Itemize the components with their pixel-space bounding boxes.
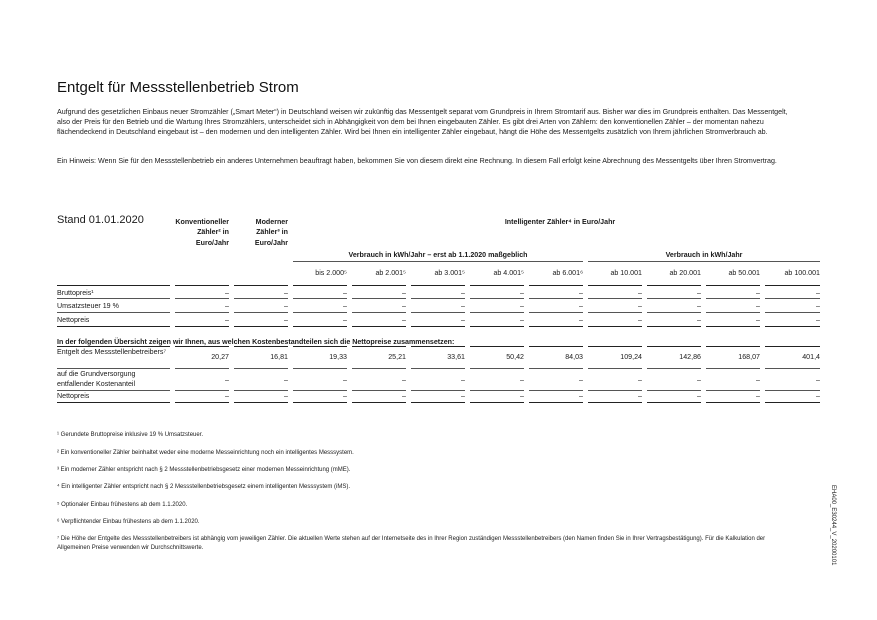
table-cell: –: [520, 289, 524, 297]
row-rule: [234, 368, 288, 369]
sub-column-header: ab 100.001: [784, 269, 820, 277]
row-rule: [175, 285, 229, 286]
table-cell: –: [461, 392, 465, 400]
table-cell: 20,27: [211, 353, 229, 361]
row-rule: [647, 312, 701, 313]
row-rule: [706, 346, 760, 347]
row-rule: [352, 298, 406, 299]
row-rule: [234, 390, 288, 391]
row-rule: [588, 285, 642, 286]
row-rule: [411, 402, 465, 403]
row-rule: [175, 326, 229, 327]
row-rule: [706, 312, 760, 313]
table-cell: –: [579, 316, 583, 324]
table-cell: –: [225, 392, 229, 400]
table-cell: –: [638, 376, 642, 384]
table-cell: 142,86: [679, 353, 701, 361]
row-rule: [470, 298, 524, 299]
row-rule: [234, 402, 288, 403]
row-rule: [175, 298, 229, 299]
row-rule: [765, 312, 820, 313]
col-header-modern: Moderner Zähler³ in Euro/Jahr: [254, 218, 288, 247]
row-label: Umsatzsteuer 19 %: [57, 302, 119, 310]
sub-column-header: ab 2.001⁵: [375, 269, 406, 277]
table-cell: –: [579, 376, 583, 384]
row-label: auf die Grundversorgung entfallender Kostenanteil: [57, 370, 136, 388]
table-cell: –: [284, 376, 288, 384]
group-rule-2: [588, 261, 820, 262]
row-rule: [411, 368, 465, 369]
table-cell: 401,4: [802, 353, 820, 361]
row-rule: [765, 368, 820, 369]
table-cell: –: [579, 289, 583, 297]
row-rule: [588, 402, 642, 403]
row-rule: [234, 312, 288, 313]
table-cell: –: [343, 302, 347, 310]
table-cell: 33,61: [447, 353, 465, 361]
table-cell: 16,81: [270, 353, 288, 361]
row-rule: [588, 312, 642, 313]
sub-column-header: bis 2.000⁵: [315, 269, 347, 277]
row-rule: [293, 368, 347, 369]
table-cell: –: [697, 302, 701, 310]
row-rule: [765, 402, 820, 403]
row-rule: [647, 285, 701, 286]
group-rule-1: [293, 261, 583, 262]
row-rule: [529, 298, 583, 299]
table-cell: –: [756, 376, 760, 384]
table-cell: –: [697, 289, 701, 297]
table-cell: –: [756, 392, 760, 400]
table-cell: –: [284, 302, 288, 310]
row-rule: [234, 326, 288, 327]
row-rule: [352, 312, 406, 313]
row-rule: [57, 298, 170, 299]
hint-paragraph: Ein Hinweis: Wenn Sie für den Messstellenbetrieb ein anderes Unternehmen beauftragt haben, bekommen Sie von diesem direkt eine Rechnung. In diesem Fall erfolgt keine Abrechnung des Messentgelts über Ihren Stromvertrag.: [57, 157, 777, 165]
footnote: ¹ Gerundete Bruttopreise inklusive 19 % Umsatzsteuer.: [57, 432, 204, 438]
stand-date: Stand 01.01.2020: [57, 214, 144, 226]
table-cell: –: [343, 392, 347, 400]
row-label: Bruttopreis¹: [57, 289, 94, 297]
table-cell: –: [638, 289, 642, 297]
row-rule: [470, 368, 524, 369]
row-rule: [588, 390, 642, 391]
row-rule: [57, 368, 170, 369]
table-cell: –: [638, 302, 642, 310]
row-rule: [765, 298, 820, 299]
row-rule: [352, 390, 406, 391]
row-rule: [57, 285, 170, 286]
row-rule: [706, 298, 760, 299]
row-rule: [706, 390, 760, 391]
row-rule: [647, 298, 701, 299]
table-cell: –: [697, 316, 701, 324]
row-rule: [411, 298, 465, 299]
table-cell: –: [402, 376, 406, 384]
row-rule: [293, 402, 347, 403]
row-rule: [57, 390, 170, 391]
table-cell: 19,33: [329, 353, 347, 361]
footnote: ⁷ Die Höhe der Entgelte des Messstellenbetreibers ist abhängig vom jeweiligen Zähler. Die aktuellen Werte stehen auf der Internetseite des in Ihrer Region zuständigen Messstellenbetreibers (den Namen finden Sie in Ihrer Vertragsbestätigung). Für die Kalkulation der Allgemeinen Preise verwenden wir Durchschnittswerte.: [57, 536, 766, 551]
table-cell: –: [284, 289, 288, 297]
col-header-konventionell: Konventioneller Zähler² in Euro/Jahr: [175, 218, 229, 247]
row-rule: [647, 390, 701, 391]
table-cell: –: [520, 316, 524, 324]
table-cell: –: [225, 302, 229, 310]
table-cell: –: [816, 376, 820, 384]
row-rule: [411, 390, 465, 391]
row-rule: [293, 390, 347, 391]
row-rule: [765, 326, 820, 327]
sub-column-header: ab 20.001: [669, 269, 701, 277]
document-code: EHA00_E30244_V_20200101: [830, 485, 836, 566]
table-cell: –: [756, 289, 760, 297]
row-rule: [411, 312, 465, 313]
table-cell: –: [816, 392, 820, 400]
sub-column-header: ab 6.001⁶: [552, 269, 583, 277]
row-rule: [706, 368, 760, 369]
group-header-verbrauch-2020: Verbrauch in kWh/Jahr – erst ab 1.1.2020 maßgeblich: [348, 251, 528, 259]
table-cell: –: [520, 392, 524, 400]
row-rule: [352, 402, 406, 403]
page-title: Entgelt für Messstellenbetrieb Strom: [57, 79, 299, 96]
sub-column-header: ab 4.001⁵: [493, 269, 524, 277]
row-rule: [765, 390, 820, 391]
table-cell: –: [520, 302, 524, 310]
table-cell: –: [461, 316, 465, 324]
table-cell: –: [343, 316, 347, 324]
row-rule: [293, 285, 347, 286]
row-rule: [529, 368, 583, 369]
row-rule: [706, 402, 760, 403]
table-cell: 25,21: [388, 353, 406, 361]
table-cell: –: [520, 376, 524, 384]
row-rule: [57, 312, 170, 313]
row-rule: [352, 285, 406, 286]
row-rule: [647, 368, 701, 369]
table-cell: –: [816, 289, 820, 297]
row-rule: [293, 312, 347, 313]
table-cell: 50,42: [506, 353, 524, 361]
table-cell: –: [225, 316, 229, 324]
sub-column-header: ab 3.001⁵: [434, 269, 465, 277]
row-rule: [765, 346, 820, 347]
table-cell: –: [816, 302, 820, 310]
row-rule: [411, 326, 465, 327]
row-rule: [175, 390, 229, 391]
row-label: Nettopreis: [57, 392, 90, 400]
row-rule: [529, 326, 583, 327]
row-rule: [647, 326, 701, 327]
table-cell: –: [225, 289, 229, 297]
row-rule: [293, 298, 347, 299]
group-header-verbrauch: Verbrauch in kWh/Jahr: [665, 251, 743, 259]
row-rule: [529, 402, 583, 403]
table-cell: –: [461, 376, 465, 384]
table-cell: 109,24: [620, 353, 642, 361]
table-cell: –: [225, 376, 229, 384]
footnote: ⁴ Ein intelligenter Zähler entspricht nach § 2 Messstellenbetriebsgesetz einem intelligenten Messsystem (iMS).: [57, 484, 351, 490]
table-cell: –: [284, 392, 288, 400]
table-cell: –: [579, 392, 583, 400]
row-rule: [470, 285, 524, 286]
row-rule: [588, 298, 642, 299]
footnote: ³ Ein moderner Zähler entspricht nach § 2 Messstellenbetriebsgesetz einer modernen Messeinrichtung (mME).: [57, 467, 351, 473]
sub-column-header: ab 10.001: [610, 269, 642, 277]
row-rule: [175, 368, 229, 369]
row-rule: [470, 402, 524, 403]
footnote: ² Ein konventioneller Zähler beinhaltet weder eine moderne Messeinrichtung noch ein intelligentes Messsystem.: [57, 450, 354, 456]
row-rule: [588, 326, 642, 327]
row-rule: [765, 285, 820, 286]
row-rule: [234, 298, 288, 299]
row-rule: [529, 285, 583, 286]
row-rule: [352, 368, 406, 369]
row-rule: [175, 312, 229, 313]
table-cell: –: [638, 316, 642, 324]
row-rule: [706, 326, 760, 327]
row-rule: [706, 285, 760, 286]
sub-column-header: ab 50.001: [728, 269, 760, 277]
row-rule: [293, 326, 347, 327]
table-cell: –: [343, 376, 347, 384]
table-cell: –: [697, 376, 701, 384]
col-header-intelligent: Intelligenter Zähler⁴ in Euro/Jahr: [504, 218, 616, 226]
row-rule: [57, 326, 170, 327]
table-cell: –: [697, 392, 701, 400]
table-cell: –: [756, 316, 760, 324]
table-cell: –: [402, 316, 406, 324]
row-label: Entgelt des Messstellenbetreibers⁷: [57, 348, 167, 356]
table-cell: –: [579, 302, 583, 310]
row-rule: [175, 402, 229, 403]
table-cell: –: [638, 392, 642, 400]
footnote: ⁶ Verpflichtender Einbau frühestens ab dem 1.1.2020.: [57, 519, 200, 525]
intro-paragraph: Aufgrund des gesetzlichen Einbaus neuer Stromzähler („Smart Meter“) in Deutschland weisen wir zukünftig das Messentgelt separat vom Grundpreis in Ihrem Stromtarif aus. Bisher war dies im Grundpreis enthalten. Das Messentgelt, also der Preis für den Betrieb und die Wartung Ihres Stromzählers, unterscheidet sich in Abhängigkeit von dem bei Ihnen eingebauten Zähler. Es gibt drei Arten von Zählern: den konventionellen Zähler – der momentan nahezu flächendeckend in Deutschland eingebaut ist – den modernen und den intelligenten Zähler. Wird bei Ihnen ein intelligenter Zähler eingebaut, hängt die Höhe des Messentgelts zusätzlich von Ihrem jährlichen Stromverbrauch ab.: [57, 108, 788, 136]
table-cell: –: [402, 392, 406, 400]
row-rule: [470, 312, 524, 313]
row-rule: [588, 368, 642, 369]
table-cell: –: [284, 316, 288, 324]
table-cell: –: [402, 289, 406, 297]
table-cell: 168,07: [738, 353, 760, 361]
table-cell: –: [461, 302, 465, 310]
table-cell: –: [343, 289, 347, 297]
row-rule: [529, 312, 583, 313]
row-rule: [647, 402, 701, 403]
row-rule: [470, 326, 524, 327]
row-rule: [234, 285, 288, 286]
table-cell: –: [816, 316, 820, 324]
row-rule: [529, 390, 583, 391]
row-rule: [470, 390, 524, 391]
row-rule: [411, 285, 465, 286]
row-rule: [57, 402, 170, 403]
table-cell: –: [756, 302, 760, 310]
row-label: Nettopreis: [57, 316, 90, 324]
table-cell: –: [461, 289, 465, 297]
section2-title: In der folgenden Übersicht zeigen wir Ihnen, aus welchen Kostenbestandteilen sich die Nettopreise zusammensetzen:: [57, 338, 455, 346]
footnote: ⁵ Optionaler Einbau frühestens ab dem 1.1.2020.: [57, 502, 188, 508]
table-cell: –: [402, 302, 406, 310]
row-rule: [352, 326, 406, 327]
table-cell: 84,03: [565, 353, 583, 361]
